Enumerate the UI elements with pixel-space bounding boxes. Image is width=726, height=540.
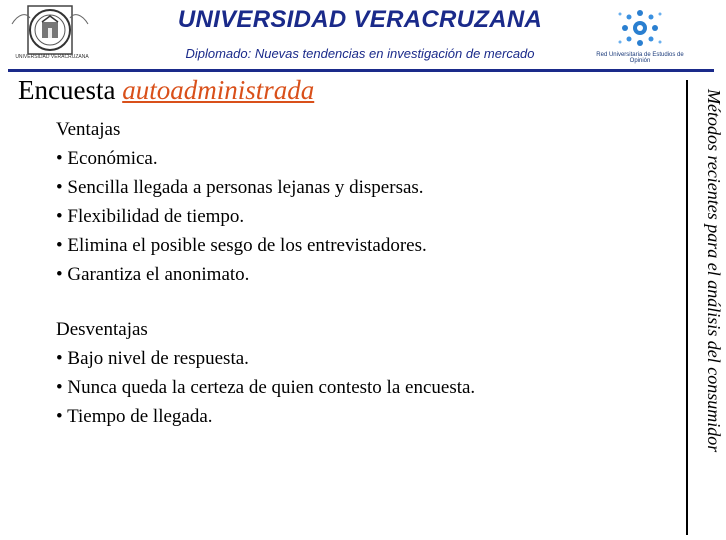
network-logo-caption: Red Universitaria de Estudios de Opinión: [596, 52, 684, 64]
section-title-prefix: Encuesta: [18, 75, 123, 105]
section-title-accent: autoadministrada: [122, 75, 315, 105]
section-title: [18, 73, 314, 107]
vertical-divider: [686, 80, 688, 535]
university-seal-caption: UNIVERSIDAD VERACRUZANA: [15, 54, 89, 60]
advantage-item: • Elimina el posible sesgo de los entrevistadores.: [56, 231, 427, 260]
disadvantage-item: • Tiempo de llegada.: [56, 402, 475, 431]
advantages-heading: Ventajas: [56, 119, 121, 140]
disadvantages-block: [56, 315, 475, 431]
advantage-item: • Económica.: [56, 144, 427, 173]
disadvantage-item: • Nunca queda la certeza de quien contesto la encuesta.: [56, 373, 475, 402]
network-dots-logo: [614, 6, 666, 50]
advantages-block: [56, 115, 427, 289]
header-subtitle: Diplomado: Nuevas tendencias en investigación de mercado: [185, 46, 535, 61]
disadvantages-heading: Desventajas: [56, 319, 148, 340]
disadvantage-item: • Bajo nivel de respuesta.: [56, 344, 475, 373]
vertical-caption: Métodos recientes para el análisis del consumidor: [704, 89, 724, 453]
advantage-item: • Sencilla llegada a personas lejanas y dispersas.: [56, 173, 427, 202]
header-divider: [8, 69, 714, 72]
advantage-item: • Flexibilidad de tiempo.: [56, 202, 427, 231]
header-title: UNIVERSIDAD VERACRUZANA: [177, 6, 543, 33]
advantage-item: • Garantiza el anonimato.: [56, 260, 427, 289]
